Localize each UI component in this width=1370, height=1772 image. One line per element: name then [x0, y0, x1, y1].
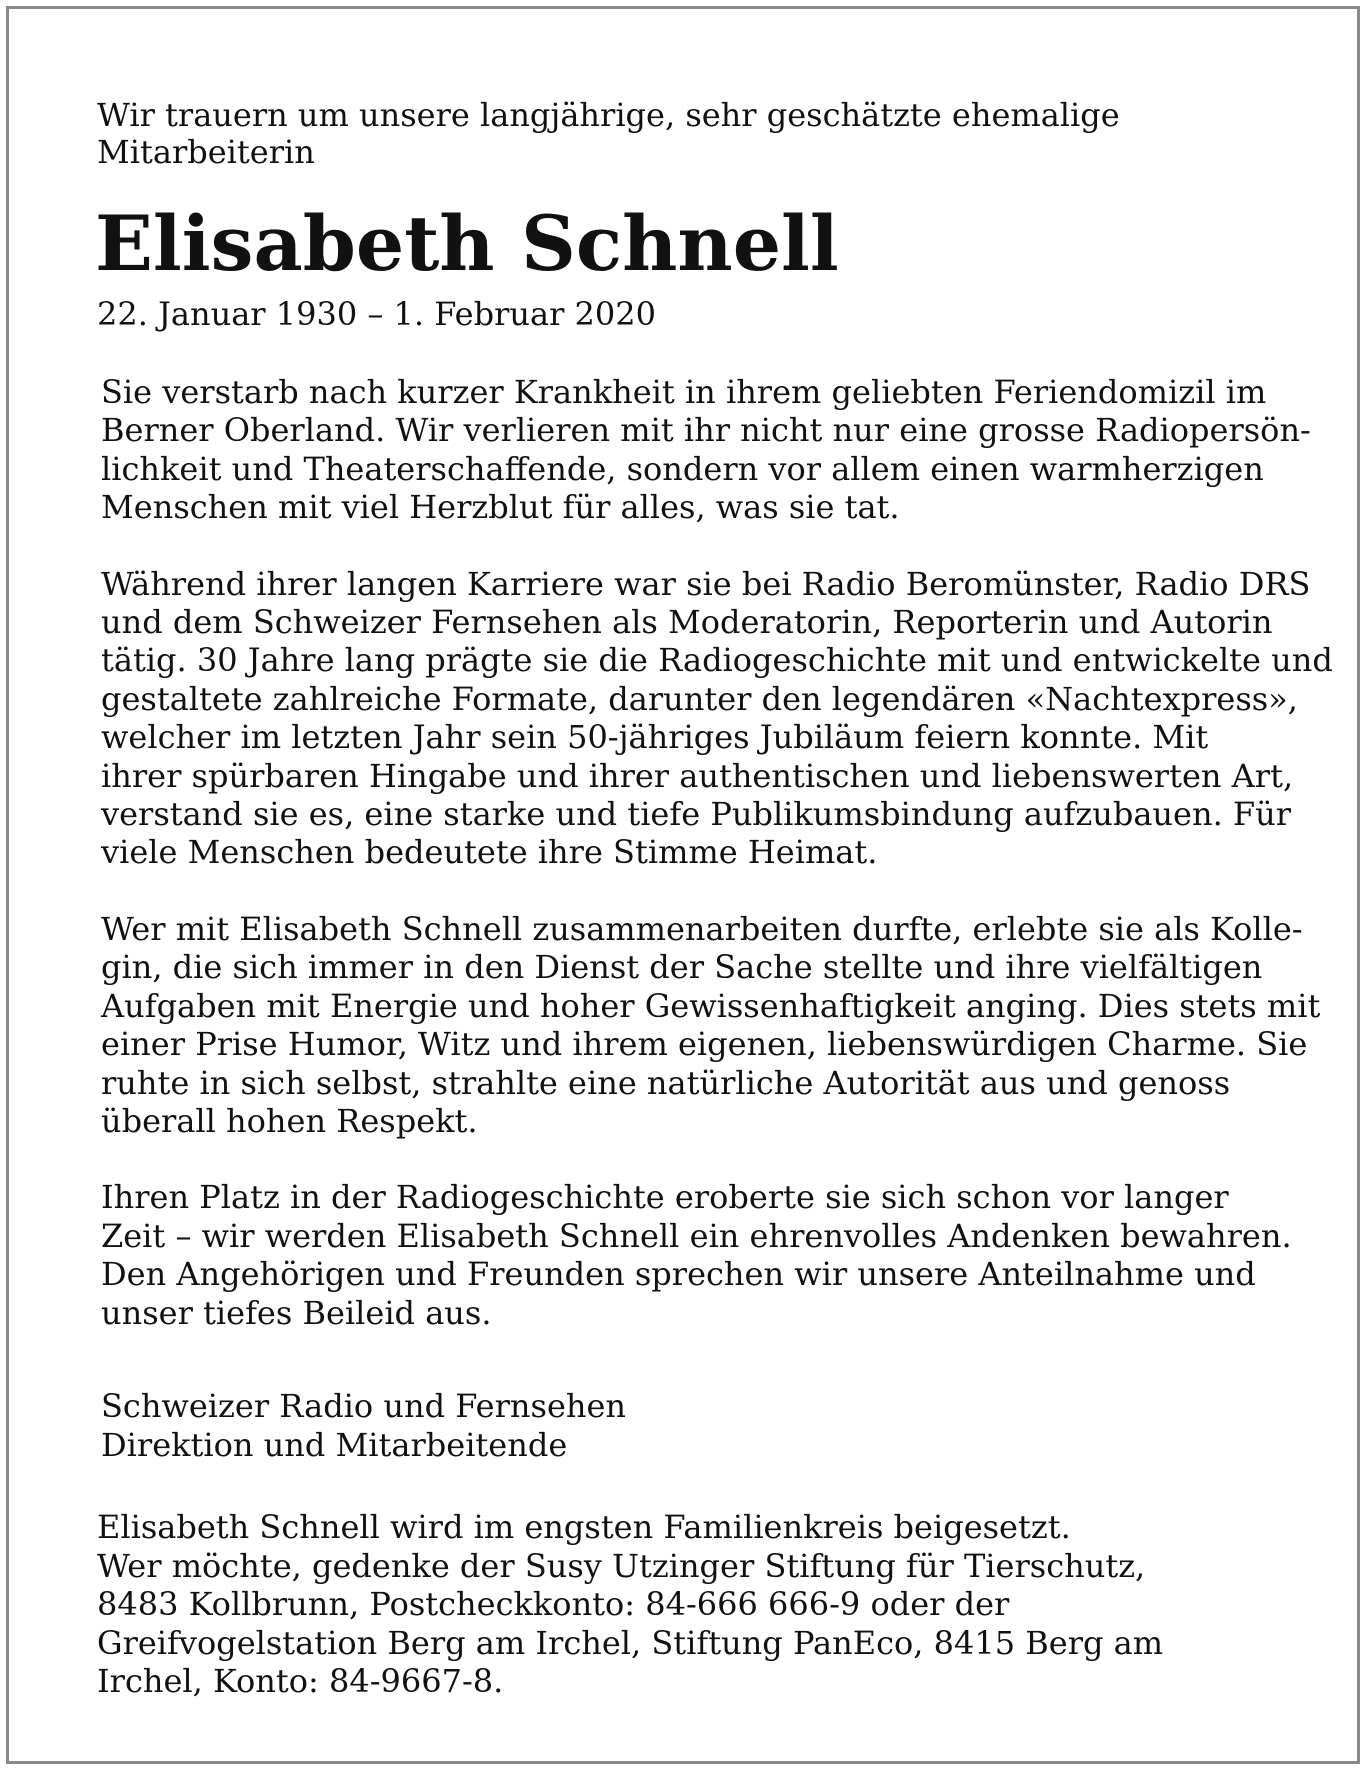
paragraph-2	[101, 565, 1331, 872]
text-line: ruhte in sich selbst, strahlte eine natürliche Autorität aus und genoss	[101, 1063, 1231, 1102]
text-line: und dem Schweizer Fernsehen als Moderatorin, Reporterin und Autorin	[101, 603, 1273, 642]
notice-line: Wer möchte, gedenke der Susy Utzinger Stiftung für Tierschutz,	[97, 1546, 1146, 1585]
text-line: verstand sie es, eine starke und tiefe Publikumsbindung aufzubauen. Für	[101, 795, 1292, 834]
life-dates: 22. Januar 1930 – 1. Februar 2020	[97, 295, 656, 333]
text-line: Sie verstarb nach kurzer Krankheit in ihrem geliebten Feriendomizil im	[101, 373, 1267, 411]
text-line: welcher im letzten Jahr sein 50-jähriges Jubiläum feiern konnte. Mit	[101, 718, 1209, 757]
text-line: Berner Oberland. Wir verlieren mit ihr nicht nur eine grosse Radiopersön-	[101, 411, 1311, 450]
notice-line: Greifvogelstation Berg am Irchel, Stiftung PanEco, 8415 Berg am	[97, 1623, 1164, 1662]
text-line: Aufgaben mit Energie und hoher Gewissenhaftigkeit anging. Dies stets mit	[101, 986, 1321, 1025]
text-line: Während ihrer langen Karriere war sie bei Radio Beromünster, Radio DRS	[101, 564, 1311, 603]
text-line: gestaltete zahlreiche Formate, darunter den legendären «Nachtexpress»,	[101, 679, 1298, 718]
text-line: Ihren Platz in der Radiogeschichte eroberte sie sich schon vor langer	[101, 1178, 1229, 1217]
funeral-notice	[97, 1508, 1163, 1701]
intro-line: Mitarbeiterin	[97, 133, 315, 171]
paragraph-1	[101, 373, 1331, 527]
signature-line: Direktion und Mitarbeitende	[101, 1426, 568, 1464]
text-line: lichkeit und Theaterschaffende, sondern vor allem einen warmherzigen	[101, 449, 1264, 488]
text-line: unser tiefes Beileid aus.	[101, 1293, 492, 1332]
paragraph-4	[101, 1178, 1331, 1332]
text-line: Den Angehörigen und Freunden sprechen wir unsere Anteilnahme und	[101, 1255, 1256, 1294]
text-line: einer Prise Humor, Witz und ihrem eigenen, liebenswürdigen Charme. Sie	[101, 1025, 1308, 1064]
intro-line: Wir trauern um unsere langjährige, sehr geschätzte ehemalige	[97, 96, 1120, 134]
text-line: überall hohen Respekt.	[101, 1101, 478, 1140]
deceased-name: Elisabeth Schnell	[95, 199, 839, 288]
text-line: Wer mit Elisabeth Schnell zusammenarbeiten durfte, erlebte sie als Kolle-	[101, 909, 1303, 948]
paragraph-3	[101, 910, 1331, 1140]
text-line: gin, die sich immer in den Dienst der Sache stellte und ihre vielfältigen	[101, 948, 1263, 987]
signature-line: Schweizer Radio und Fernsehen	[101, 1387, 627, 1425]
signature-block	[101, 1387, 626, 1465]
text-line: viele Menschen bedeutete ihre Stimme Heimat.	[101, 833, 878, 872]
notice-line: Elisabeth Schnell wird im engsten Familienkreis beigesetzt.	[97, 1508, 1071, 1546]
intro-text	[97, 97, 1297, 171]
text-line: tätig. 30 Jahre lang prägte sie die Radiogeschichte mit und entwickelte und	[101, 641, 1333, 680]
text-line: ihrer spürbaren Hingabe und ihrer authentischen und liebenswerten Art,	[101, 756, 1294, 795]
text-line: Menschen mit viel Herzblut für alles, was sie tat.	[101, 488, 900, 527]
obituary-body	[101, 373, 1331, 1370]
obituary-frame	[6, 6, 1360, 1764]
notice-line: Irchel, Konto: 84-9667-8.	[97, 1662, 504, 1700]
notice-line: 8483 Kollbrunn, Postcheckkonto: 84-666 666-9 oder der	[97, 1585, 1010, 1623]
text-line: Zeit – wir werden Elisabeth Schnell ein ehrenvolles Andenken bewahren.	[101, 1216, 1292, 1255]
